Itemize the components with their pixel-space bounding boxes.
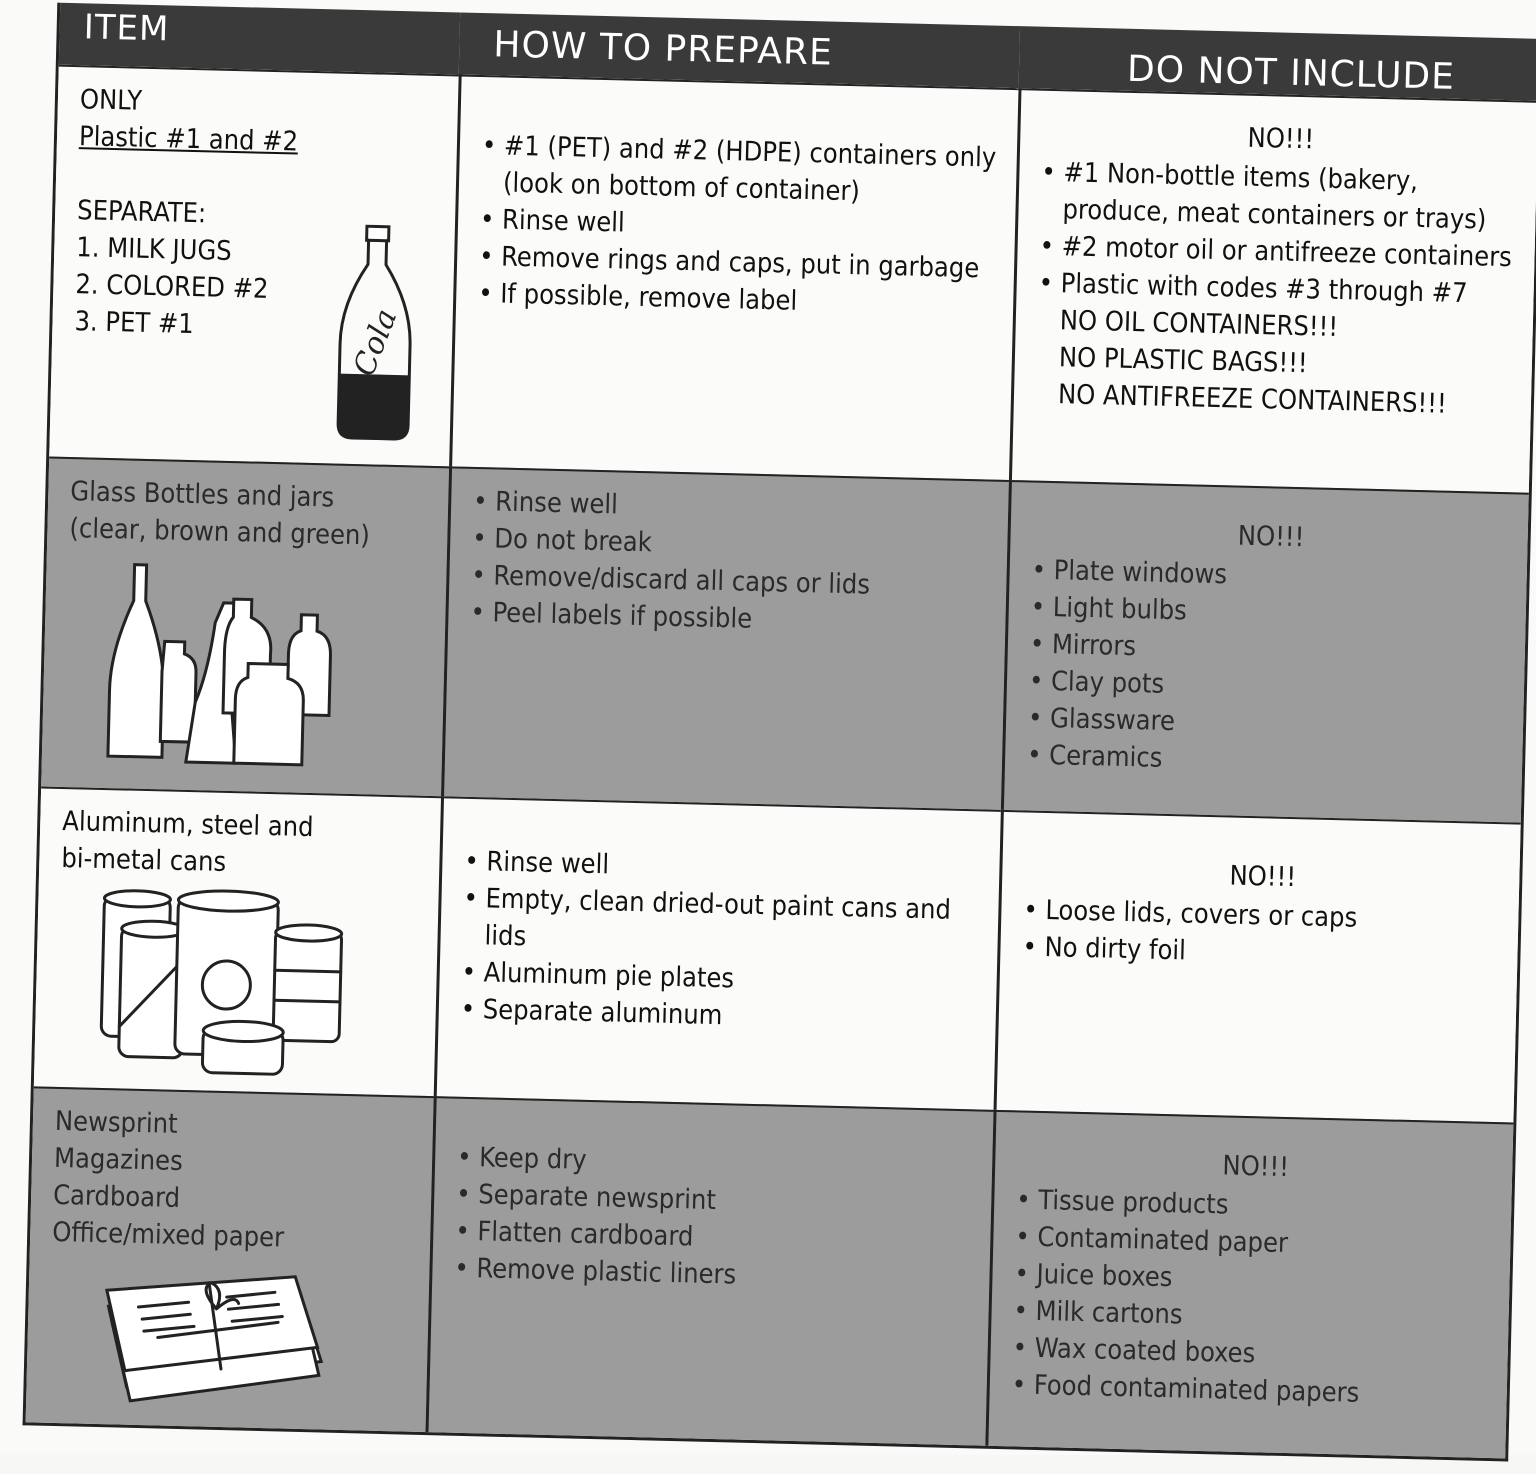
list-item: • Glassware xyxy=(1028,700,1506,749)
glass-prepare-list xyxy=(470,483,990,644)
cola-bottle-icon xyxy=(328,223,423,445)
list-item: • Rinse well xyxy=(473,483,991,533)
list-item: • #1 (PET) and #2 (HDPE) containers only (look on bottom of container) xyxy=(481,127,1000,214)
list-item: • Flatten cardboard xyxy=(455,1213,973,1263)
list-item: • Keep dry xyxy=(457,1139,975,1189)
item-line: Aluminum, steel and xyxy=(61,805,314,844)
paper-exclude-list xyxy=(1011,1181,1493,1415)
item-line: Plastic #1 and #2 xyxy=(78,121,299,158)
warning-line: NO PLASTIC BAGS!!! xyxy=(1058,342,1308,380)
list-item: • Remove rings and caps, put in garbage xyxy=(479,238,997,288)
row-plastic-prepare xyxy=(449,74,1018,480)
item-line: Magazines xyxy=(53,1142,184,1178)
list-item: • Mirrors xyxy=(1029,626,1507,675)
list-item: • Aluminum pie plates xyxy=(461,954,979,1004)
list-item: • Plastic with codes #3 through #7 xyxy=(1038,265,1516,314)
row-cans-item xyxy=(34,786,441,1096)
item-line: Glass Bottles and jars xyxy=(69,476,335,514)
item-line: 3. PET #1 xyxy=(74,306,195,341)
item-line: Newsprint xyxy=(54,1105,179,1140)
svg-text:Cola: Cola xyxy=(346,304,405,381)
no-heading: NO!!! xyxy=(1237,520,1305,554)
glass-bottles-icon xyxy=(102,560,337,776)
plastic-prepare-list xyxy=(478,127,999,325)
bundled-newspapers-icon xyxy=(96,1266,329,1412)
row-paper-item xyxy=(26,1086,434,1432)
row-glass-item xyxy=(41,457,449,797)
plastic-exclude-list xyxy=(1038,154,1518,314)
list-item: • Ceramics xyxy=(1027,737,1505,786)
list-item: • Plate windows xyxy=(1031,552,1509,601)
list-item: • Light bulbs xyxy=(1030,589,1508,638)
item-line: SEPARATE: xyxy=(76,195,207,230)
no-heading: NO!!! xyxy=(1222,1150,1290,1184)
header-how-to-prepare: HOW TO PREPARE xyxy=(459,12,1020,88)
list-item: • Do not break xyxy=(472,520,990,570)
row-glass-prepare xyxy=(441,466,1009,810)
no-heading: NO!!! xyxy=(1247,122,1315,156)
row-paper-exclude xyxy=(985,1110,1513,1459)
list-item: • #2 motor oil or antifreeze containers xyxy=(1039,228,1517,277)
list-item: • Milk cartons xyxy=(1013,1292,1491,1341)
cans-item-text xyxy=(61,803,423,886)
row-cans-prepare xyxy=(434,796,1001,1110)
plastic-exclude-warnings xyxy=(1036,302,1516,425)
list-item: • Food contaminated papers xyxy=(1011,1366,1489,1415)
item-line: 1. MILK JUGS xyxy=(75,232,233,267)
list-item: • Tissue products xyxy=(1016,1181,1494,1230)
item-line: ONLY xyxy=(79,84,143,117)
row-plastic-item xyxy=(49,65,458,467)
glass-exclude-list xyxy=(1027,552,1509,786)
list-item: • Remove plastic liners xyxy=(454,1250,972,1300)
list-item: • Juice boxes xyxy=(1014,1255,1492,1304)
list-item: • Remove/discard all caps or lids xyxy=(471,557,989,607)
warning-line: NO OIL CONTAINERS!!! xyxy=(1059,305,1339,344)
item-line: Office/mixed paper xyxy=(51,1216,285,1254)
header-do-not-include: DO NOT INCLUDE xyxy=(1019,26,1536,101)
list-item: • Separate aluminum xyxy=(460,991,978,1041)
cans-exclude-list xyxy=(1022,891,1501,977)
row-cans-exclude xyxy=(994,810,1521,1123)
list-item: • Peel labels if possible xyxy=(470,594,988,644)
list-item: • Contaminated paper xyxy=(1015,1218,1493,1267)
cans-prepare-list xyxy=(460,843,981,1041)
recycling-table xyxy=(23,3,1536,1462)
list-item: • Loose lids, covers or caps xyxy=(1023,891,1501,940)
item-line: bi-metal cans xyxy=(61,842,227,878)
warning-line: NO ANTIFREEZE CONTAINERS!!! xyxy=(1057,379,1448,420)
list-item: • Wax coated boxes xyxy=(1012,1329,1490,1378)
paper-prepare-list xyxy=(454,1139,974,1300)
metal-cans-icon xyxy=(94,886,349,1082)
paper-item-text xyxy=(52,1103,416,1260)
list-item: • No dirty foil xyxy=(1022,928,1500,977)
item-line: Cardboard xyxy=(52,1179,181,1214)
list-item: • Clay pots xyxy=(1029,663,1507,712)
no-heading: NO!!! xyxy=(1229,860,1297,894)
list-item: • Rinse well xyxy=(480,201,998,251)
list-item: • Rinse well xyxy=(464,843,982,893)
list-item: • #1 Non-bottle items (bakery, produce, meat containers or trays) xyxy=(1040,154,1519,240)
list-item: • If possible, remove label xyxy=(478,275,996,325)
header-item: ITEM xyxy=(59,3,460,75)
row-glass-exclude xyxy=(1001,480,1529,823)
list-item: • Empty, clean dried-out paint cans and lids xyxy=(462,880,981,967)
item-line: (clear, brown and green) xyxy=(69,513,371,552)
row-plastic-exclude xyxy=(1009,88,1536,493)
list-item: • Separate newsprint xyxy=(456,1176,974,1226)
item-line: 2. COLORED #2 xyxy=(75,269,269,305)
glass-item-text xyxy=(69,473,431,556)
row-paper-prepare xyxy=(426,1096,994,1446)
